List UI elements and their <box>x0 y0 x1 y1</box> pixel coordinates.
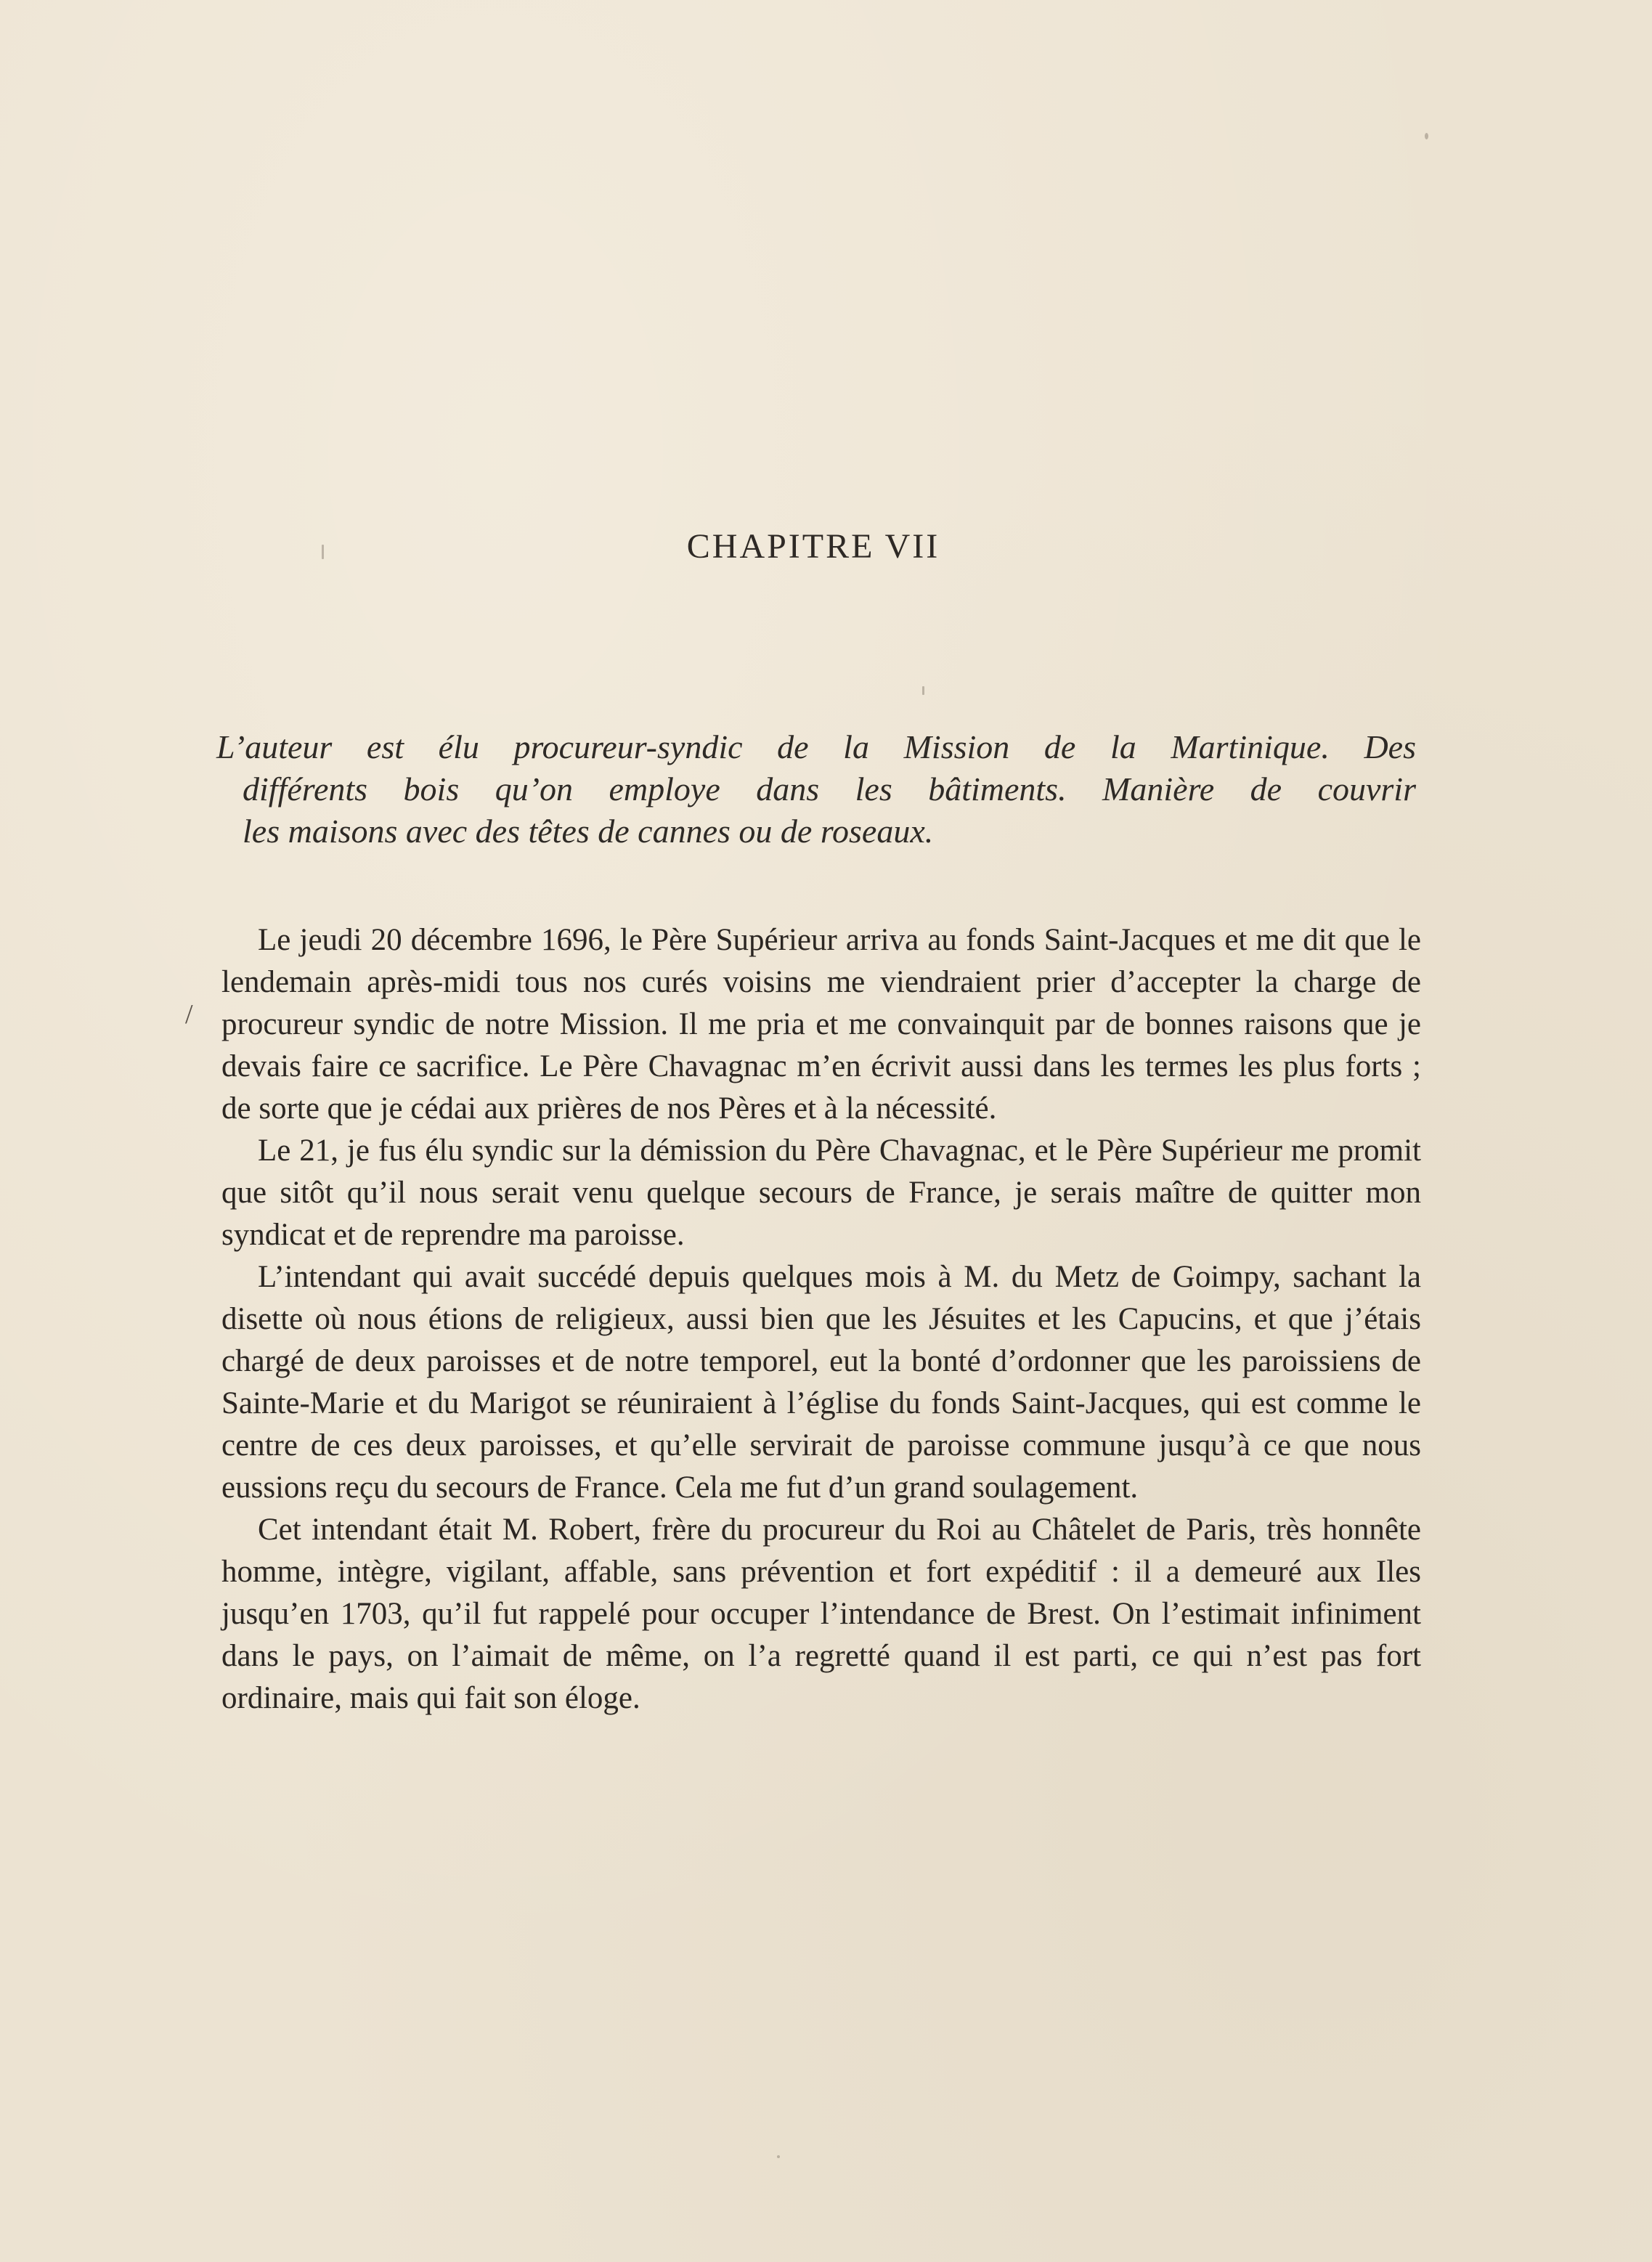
summary-line: les maisons avec des têtes de cannes ou de roseaux. <box>243 813 934 850</box>
paper-speck <box>922 686 924 695</box>
paragraph: Cet intendant était M. Robert, frère du procureur du Roi au Châtelet de Paris, très honnête homme, intègre, vigilant, affable, sans prévention et fort expéditif : il a demeuré aux Iles jusqu’en 1703, qu’il fut rappelé pour occuper l’intendance de Brest. On l’estimait infiniment dans le pays, on l’aimait de même, on l’a regretté quand il est parti, ce qui n’est pas fort ordinaire, mais qui fait son éloge. <box>221 1513 1421 1715</box>
chapter-summary <box>216 726 1416 853</box>
paper-speck <box>777 2155 780 2158</box>
paper-speck <box>1425 133 1428 139</box>
body-text <box>221 919 1421 1720</box>
margin-annotation-mark: / <box>185 999 193 1030</box>
paragraph: L’intendant qui avait succédé depuis quelques mois à M. du Metz de Goimpy, sachant la disette où nous étions de religieux, aussi bien que les Jésuites et les Capucins, et que j’étais chargé de deux paroisses et de notre temporel, eut la bonté d’ordonner que les paroissiens de Sainte-Marie et du Marigot se réuniraient à l’église du fonds Saint-Jacques, qui est comme le centre de ces deux paroisses, et qu’elle servirait de paroisse commune jusqu’à ce que nous eussions reçu du secours de France. Cela me fut d’un grand soulagement. <box>221 1260 1421 1505</box>
summary-line: L’auteur est élu procureur-syndic de la Mission de la Martinique. Des <box>216 728 1416 765</box>
paper-speck <box>322 545 324 559</box>
paragraph: Le jeudi 20 décembre 1696, le Père Supérieur arriva au fonds Saint-Jacques et me dit que le lendemain après-midi tous nos curés voisins me viendraient prier d’accepter la charge de procureur syndic de notre Mission. Il me pria et me convainquit par de bonnes raisons que je devais faire ce sacrifice. Le Père Chavagnac m’en écrivit aussi dans les termes les plus forts ; de sorte que je cédai aux prières de nos Pères et à la nécessité. <box>221 923 1421 1126</box>
chapter-title: CHAPITRE VII <box>686 527 940 566</box>
paragraph: Le 21, je fus élu syndic sur la démission du Père Chavagnac, et le Père Supérieur me promit que sitôt qu’il nous serait venu quelque secours de France, je serais maître de quitter mon syndicat et de reprendre ma paroisse. <box>221 1134 1421 1252</box>
summary-line: différents bois qu’on employe dans les bâtiments. Manière de couvrir <box>243 770 1416 807</box>
